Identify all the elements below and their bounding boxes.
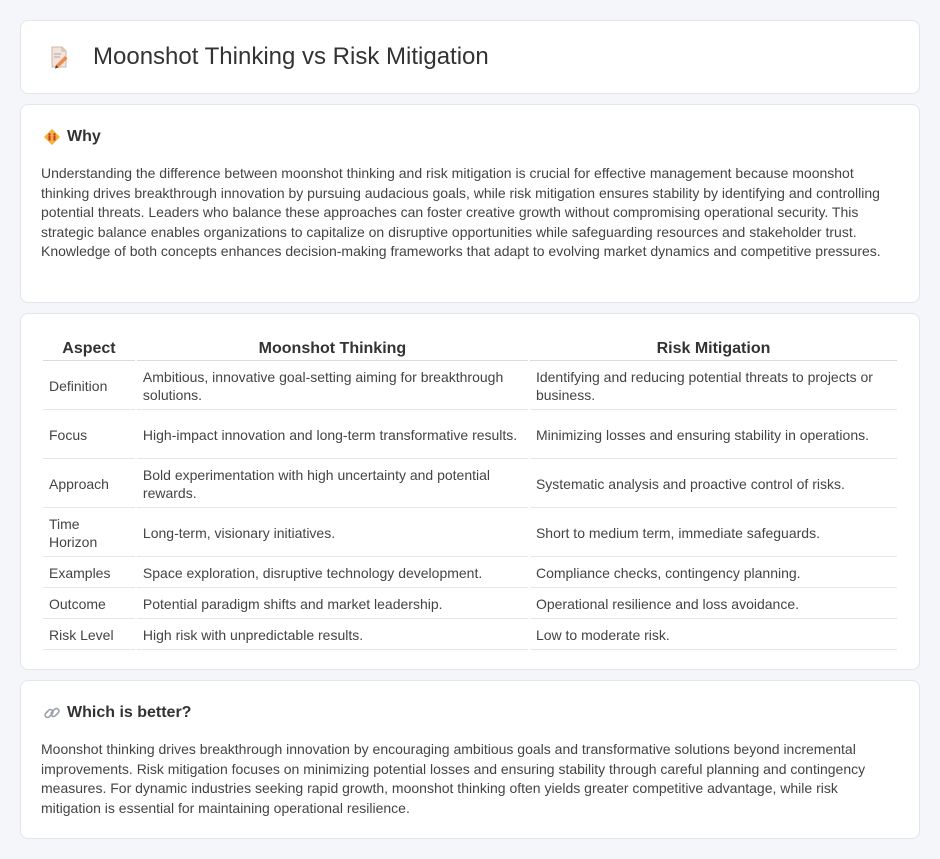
header-risk: Risk Mitigation: [530, 336, 897, 361]
table-header-row: [43, 336, 897, 361]
row-risk: Low to moderate risk.: [530, 621, 897, 650]
row-moonshot: High-impact innovation and long-term transformative results.: [137, 412, 528, 459]
table-row: [43, 510, 897, 557]
row-aspect: Risk Level: [43, 621, 135, 650]
row-aspect: Examples: [43, 559, 135, 588]
title-card: [20, 20, 920, 94]
row-risk: Identifying and reducing potential threats to projects or business.: [530, 363, 897, 410]
row-risk: Minimizing losses and ensuring stability in operations.: [530, 412, 897, 459]
why-title: Why: [67, 128, 101, 145]
document-pen-icon: [47, 45, 71, 69]
table-row: [43, 412, 897, 459]
better-title: Which is better?: [67, 704, 192, 721]
row-moonshot: High risk with unpredictable results.: [137, 621, 528, 650]
comparison-table: [41, 334, 899, 652]
page-title: Moonshot Thinking vs Risk Mitigation: [93, 43, 489, 70]
row-risk: Short to medium term, immediate safeguards.: [530, 510, 897, 557]
link-icon: [43, 704, 61, 722]
row-aspect: Approach: [43, 461, 135, 508]
table-row: [43, 590, 897, 619]
header-aspect: Aspect: [43, 336, 135, 361]
comparison-table-card: [20, 313, 920, 670]
row-aspect: Outcome: [43, 590, 135, 619]
row-moonshot: Space exploration, disruptive technology development.: [137, 559, 528, 588]
which-is-better-section: [20, 680, 920, 839]
row-risk: Operational resilience and loss avoidance.: [530, 590, 897, 619]
table-row: [43, 559, 897, 588]
row-moonshot: Ambitious, innovative goal-setting aiming for breakthrough solutions.: [137, 363, 528, 410]
row-aspect: Focus: [43, 412, 135, 459]
diamond-signal-icon: [43, 128, 61, 146]
table-row: [43, 461, 897, 508]
better-text: Moonshot thinking drives breakthrough innovation by encouraging ambitious goals and transformative solutions beyond incremental improvements. Risk mitigation focuses on minimizing potential losses and ensuring stability through careful planning and contingency measures. For dynamic industries seeking rapid growth, moonshot thinking often yields greater competitive advantage, while risk mitigation is essential for maintaining operational resilience.: [41, 741, 866, 816]
row-moonshot: Potential paradigm shifts and market leadership.: [137, 590, 528, 619]
row-moonshot: Bold experimentation with high uncertainty and potential rewards.: [137, 461, 528, 508]
table-row: [43, 363, 897, 410]
why-section: [20, 104, 920, 303]
row-moonshot: Long-term, visionary initiatives.: [137, 510, 528, 557]
header-moonshot: Moonshot Thinking: [137, 336, 528, 361]
row-risk: Systematic analysis and proactive control of risks.: [530, 461, 897, 508]
row-risk: Compliance checks, contingency planning.: [530, 559, 897, 588]
row-aspect: Time Horizon: [43, 510, 135, 557]
why-text: Understanding the difference between moonshot thinking and risk mitigation is crucial for effective management because moonshot thinking drives breakthrough innovation by pursuing audacious goals, while risk mitigation ensures stability by identifying and controlling potential threats. Leaders who balance these approaches can foster creative growth without compromising operational security. This strategic balance enables organizations to capitalize on disruptive opportunities while safeguarding resources and stakeholder trust. Knowledge of both concepts enhances decision-making frameworks that adapt to evolving market dynamics and competitive pressures.: [41, 165, 881, 259]
table-row: [43, 621, 897, 650]
row-aspect: Definition: [43, 363, 135, 410]
